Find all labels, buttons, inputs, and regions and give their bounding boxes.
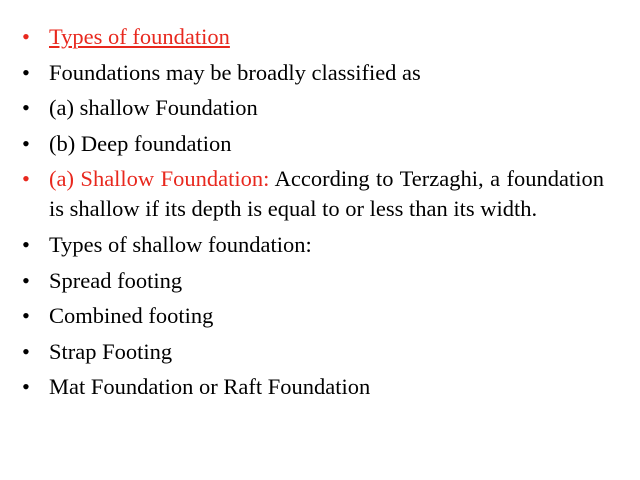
bullet-dot-icon: • xyxy=(22,374,30,400)
bullet-item xyxy=(22,266,604,296)
bullet-dot-icon: • xyxy=(22,338,30,364)
bullet-text: Combined footing xyxy=(49,303,214,329)
definition-text: According to Terzaghi, a foundation is shallow if its depth is equal to or less than its width. xyxy=(49,166,604,222)
bullet-item xyxy=(22,301,604,331)
bullet-text: (a) shallow Foundation xyxy=(49,95,258,121)
bullet-dot-icon: • xyxy=(22,95,30,121)
bullet-text: Types of shallow foundation: xyxy=(49,231,312,257)
bullet-item-heading xyxy=(22,22,604,52)
bullet-dot-icon: • xyxy=(22,166,30,192)
bullet-item xyxy=(22,337,604,367)
bullet-item xyxy=(22,93,604,123)
bullet-text: Spread footing xyxy=(49,267,183,293)
bullet-text: Strap Footing xyxy=(49,338,173,364)
bullet-dot-icon: • xyxy=(22,59,30,85)
bullet-dot-icon: • xyxy=(22,24,30,49)
definition-lead: (a) Shallow Foundation: xyxy=(49,166,270,192)
heading-types-of-foundation: Types of foundation xyxy=(49,24,230,49)
bullet-dot-icon: • xyxy=(22,231,30,257)
bullet-list xyxy=(22,22,604,408)
bullet-dot-icon: • xyxy=(22,267,30,293)
bullet-dot-icon: • xyxy=(22,303,30,329)
bullet-text: (b) Deep foundation xyxy=(49,130,232,156)
bullet-dot-icon: • xyxy=(22,130,30,156)
bullet-item-definition xyxy=(22,164,604,224)
bullet-item xyxy=(22,230,604,260)
bullet-item xyxy=(22,58,604,88)
bullet-text: Mat Foundation or Raft Foundation xyxy=(49,374,371,400)
bullet-item xyxy=(22,372,604,402)
bullet-item xyxy=(22,129,604,159)
bullet-text: Foundations may be broadly classified as xyxy=(49,59,421,85)
